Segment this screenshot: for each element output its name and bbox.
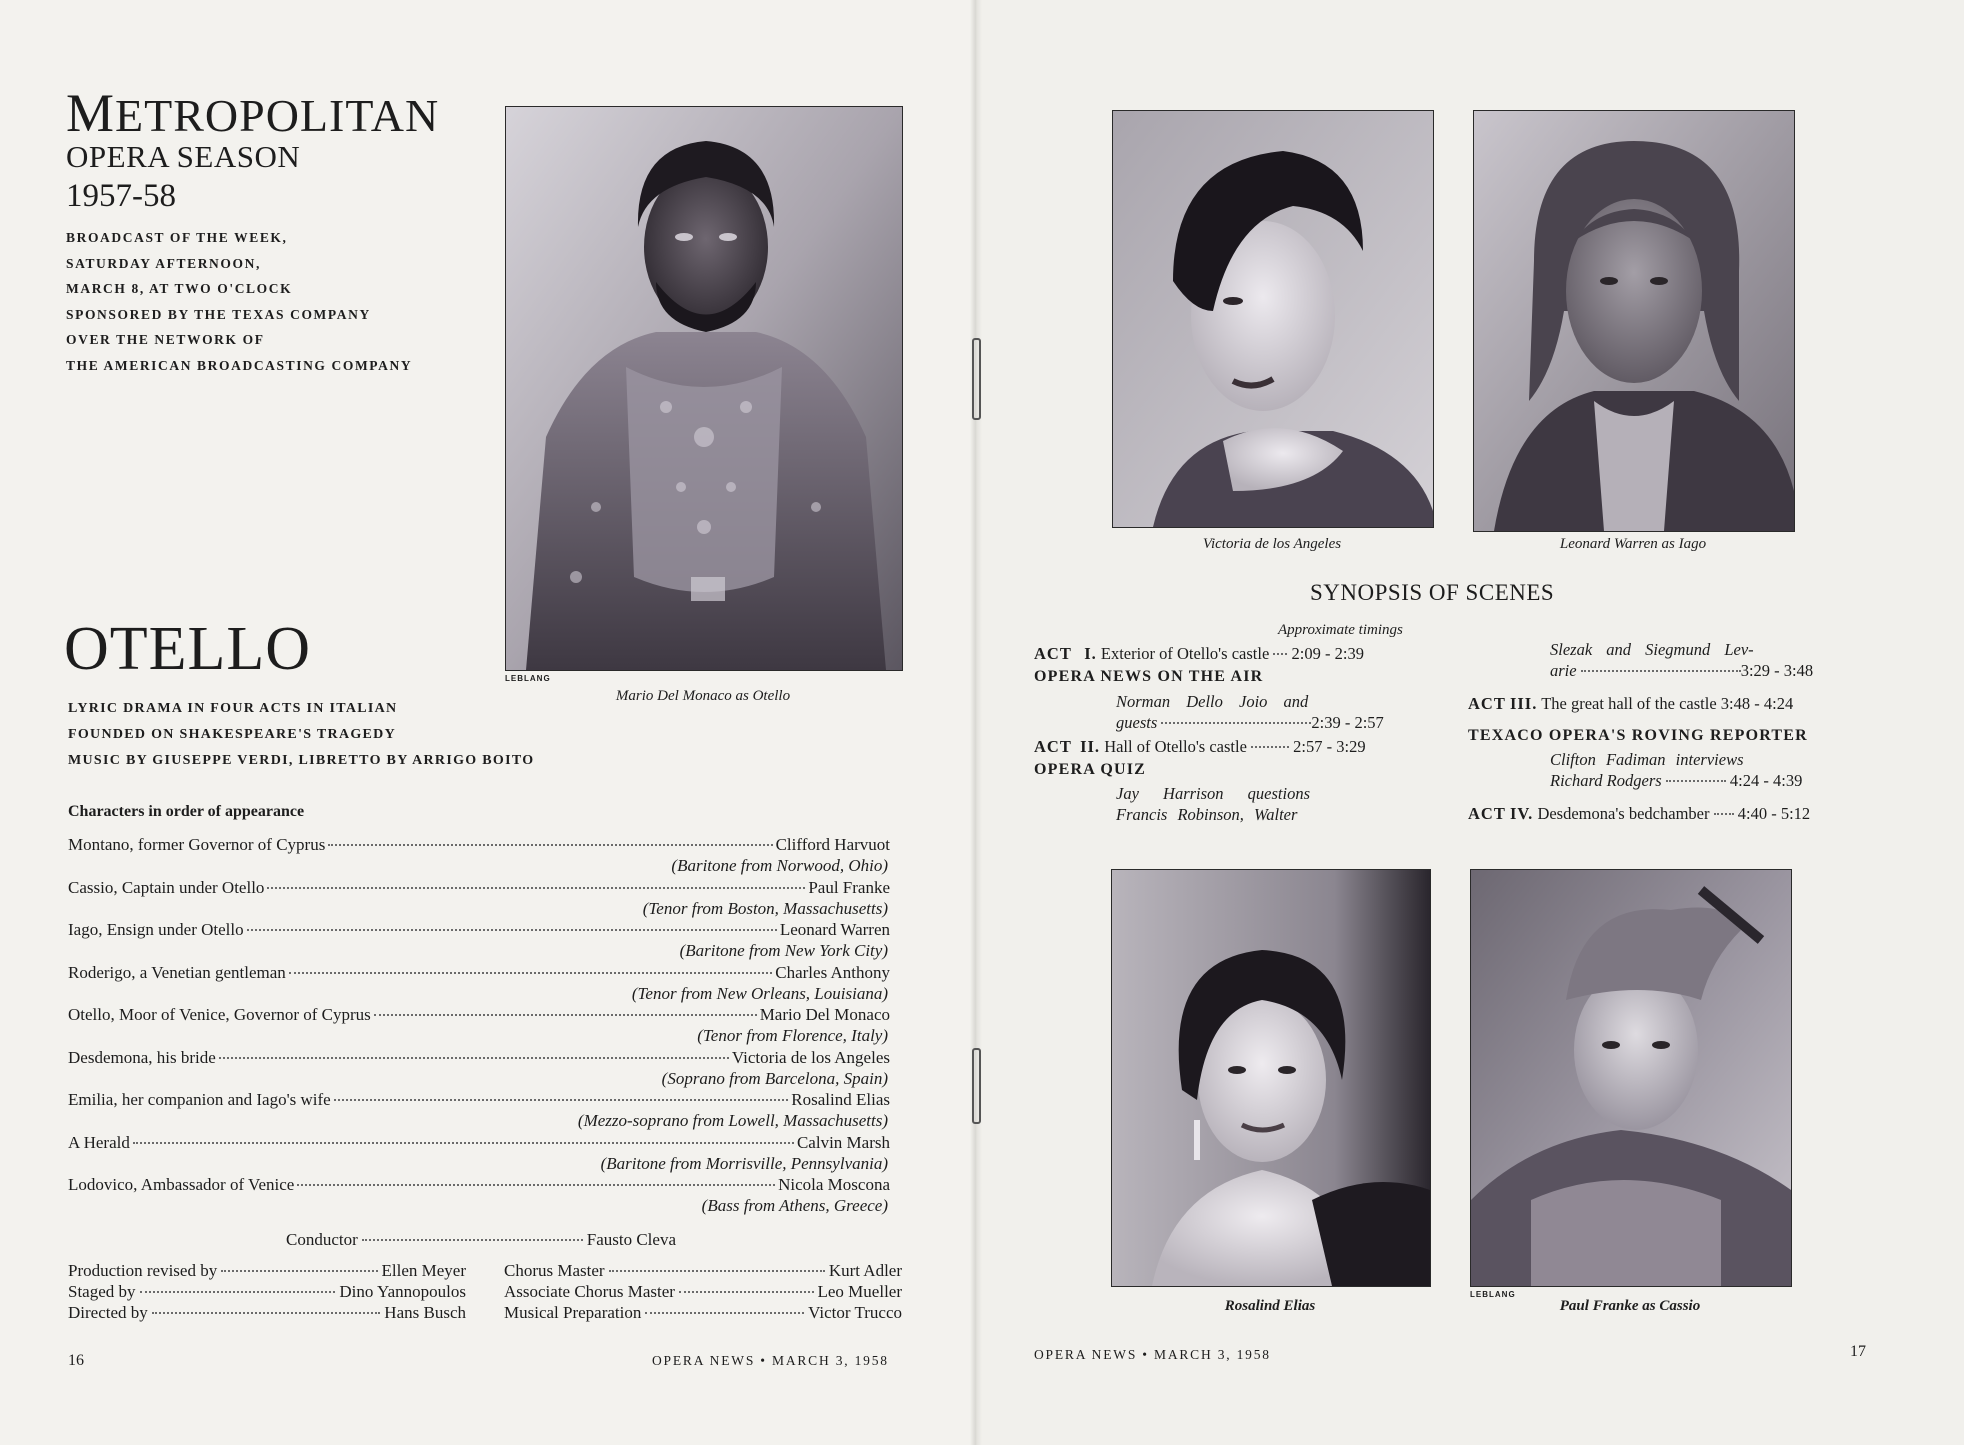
elias-photo bbox=[1111, 869, 1431, 1287]
credit-row bbox=[504, 1261, 902, 1282]
credit-name: Dino Yannopoulos bbox=[339, 1282, 466, 1301]
cast-role: Lodovico, Ambassador of Venice bbox=[68, 1175, 295, 1194]
cast-origin: (Bass from Athens, Greece) bbox=[701, 1196, 888, 1215]
cast-singer: Paul Franke bbox=[808, 877, 890, 897]
leader-dots bbox=[133, 1142, 794, 1144]
opera-line: MUSIC BY GIUSEPPE VERDI, LIBRETTO BY ARRIGO BOITO bbox=[68, 753, 535, 768]
credit-label: Production revised by bbox=[68, 1261, 218, 1280]
broadcast-line: BROADCAST OF THE WEEK, bbox=[66, 230, 288, 245]
cast-singer: Charles Anthony bbox=[775, 962, 890, 982]
credit-row bbox=[68, 1261, 466, 1282]
masthead-title: METROPOLITAN bbox=[66, 83, 440, 143]
broadcast-line: SATURDAY AFTERNOON, bbox=[66, 255, 261, 271]
leader-dots bbox=[289, 972, 772, 974]
cast-role: Desdemona, his bride bbox=[68, 1047, 216, 1067]
conductor-name: Fausto Cleva bbox=[586, 1230, 676, 1249]
page-number: 17 bbox=[1850, 1343, 1866, 1360]
right-page bbox=[976, 0, 1964, 1445]
credit-row bbox=[68, 1282, 466, 1303]
credit-row bbox=[504, 1282, 902, 1303]
leader-dots bbox=[219, 1057, 729, 1059]
timing: 2:39 - 2:57 bbox=[1311, 713, 1384, 732]
opera-description bbox=[68, 696, 534, 774]
synopsis-news-heading: OPERA NEWS ON THE AIR bbox=[1034, 668, 1264, 685]
cast-row bbox=[68, 1133, 890, 1154]
credit-label: Directed by bbox=[68, 1303, 148, 1322]
synopsis-quiz-line: Francis Robinson, Walter bbox=[1116, 805, 1298, 824]
cast-origin: (Mezzo-soprano from Lowell, Massachusetts) bbox=[577, 1111, 888, 1130]
credit-name: Kurt Adler bbox=[828, 1261, 902, 1280]
credit-name: Leo Mueller bbox=[817, 1282, 902, 1301]
warren-caption: Leonard Warren as Iago bbox=[1559, 536, 1707, 552]
page-footer: OPERA NEWS • MARCH 3, 1958 bbox=[1034, 1347, 1271, 1362]
synopsis-reporter-heading: TEXACO OPERA'S ROVING REPORTER bbox=[1468, 727, 1808, 744]
opera-title: OTELLO bbox=[64, 615, 312, 683]
leader-dots bbox=[679, 1291, 814, 1293]
page-footer: OPERA NEWS • MARCH 3, 1958 bbox=[652, 1353, 889, 1368]
synopsis-act-1: ACT I. Exterior of Otello's castle 2:09 - 2:39 bbox=[1034, 644, 1364, 663]
credit-name: Hans Busch bbox=[384, 1303, 466, 1322]
cast-role: Cassio, Captain under Otello bbox=[68, 877, 265, 897]
conductor-label: Conductor bbox=[286, 1230, 358, 1249]
cast-singer: Leonard Warren bbox=[779, 920, 890, 939]
franke-caption: Paul Franke as Cassio bbox=[1559, 1298, 1701, 1314]
cast-row bbox=[68, 920, 890, 941]
cast-origin: (Soprano from Barcelona, Spain) bbox=[661, 1068, 888, 1088]
cast-role: A Herald bbox=[68, 1132, 130, 1152]
cast-singer: Nicola Moscona bbox=[778, 1175, 890, 1194]
cast-row bbox=[68, 1048, 890, 1069]
synopsis-reporter-line: Clifton Fadiman interviews bbox=[1550, 750, 1744, 769]
page-number: 16 bbox=[68, 1352, 84, 1369]
left-page bbox=[0, 0, 976, 1445]
credit-row bbox=[504, 1303, 902, 1324]
timing: 4:24 - 4:39 bbox=[1729, 771, 1803, 790]
cast-role: Iago, Ensign under Otello bbox=[68, 920, 244, 939]
cast-origin: (Baritone from Morrisville, Pennsylvania) bbox=[600, 1153, 888, 1173]
cast-singer: Mario Del Monaco bbox=[759, 1005, 890, 1024]
cast-role: Roderigo, a Venetian gentleman bbox=[68, 962, 286, 982]
credit-label: Musical Preparation bbox=[504, 1303, 642, 1322]
cast-row bbox=[68, 878, 890, 899]
leader-dots bbox=[297, 1184, 775, 1186]
opera-line: LYRIC DRAMA IN FOUR ACTS IN ITALIAN bbox=[68, 701, 398, 716]
synopsis-title: SYNOPSIS OF SCENES bbox=[1310, 580, 1555, 605]
cast-role: Emilia, her companion and Iago's wife bbox=[68, 1090, 331, 1109]
warren-photo bbox=[1473, 110, 1795, 532]
opera-line: FOUNDED ON SHAKESPEARE'S TRAGEDY bbox=[68, 727, 396, 742]
leader-dots bbox=[267, 887, 805, 889]
cast-list bbox=[68, 835, 890, 1218]
synopsis-act-4: ACT IV. Desdemona's bedchamber 4:40 - 5:12 bbox=[1468, 804, 1811, 823]
cast-row bbox=[68, 963, 890, 984]
victoria-caption: Victoria de los Angeles bbox=[1202, 536, 1342, 552]
synopsis-quiz-line: Jay Harrison questions bbox=[1116, 784, 1310, 803]
synopsis-approx: Approximate timings bbox=[1278, 622, 1403, 638]
otello-photo bbox=[505, 106, 903, 671]
credit-label: Staged by bbox=[68, 1282, 136, 1301]
characters-heading: Characters in order of appearance bbox=[68, 803, 305, 820]
conductor-row bbox=[286, 1230, 676, 1250]
timing: 3:48 - 4:24 bbox=[1720, 694, 1794, 713]
leader-dots bbox=[609, 1270, 825, 1272]
production-credits-right bbox=[504, 1261, 902, 1324]
cast-singer: Calvin Marsh bbox=[796, 1132, 890, 1152]
photo-credit: LEBLANG bbox=[1470, 1290, 1516, 1299]
production-credits-left bbox=[68, 1261, 466, 1324]
elias-caption: Rosalind Elias bbox=[1224, 1298, 1316, 1314]
broadcast-line: THE AMERICAN BROADCASTING COMPANY bbox=[66, 357, 413, 373]
cast-singer: Victoria de los Angeles bbox=[731, 1047, 890, 1067]
cast-row bbox=[68, 835, 890, 856]
synopsis-quiz-heading: OPERA QUIZ bbox=[1034, 761, 1147, 778]
masthead-season: 1957-58 bbox=[66, 178, 176, 214]
leader-dots bbox=[221, 1270, 377, 1272]
timing: 3:29 - 3:48 bbox=[1740, 661, 1814, 680]
cast-origin: (Baritone from New York City) bbox=[679, 941, 888, 960]
credit-row bbox=[68, 1303, 466, 1324]
broadcast-line: MARCH 8, AT TWO O'CLOCK bbox=[66, 281, 293, 296]
cast-row bbox=[68, 1175, 890, 1196]
masthead-subtitle: OPERA SEASON bbox=[66, 139, 301, 174]
synopsis-act-2: ACT II. Hall of Otello's castle 2:57 - 3:29 bbox=[1034, 737, 1366, 756]
credit-name: Ellen Meyer bbox=[381, 1261, 466, 1280]
synopsis-reporter-line: Richard Rodgers 4:24 - 4:39 bbox=[1550, 771, 1803, 790]
broadcast-line: SPONSORED BY THE TEXAS COMPANY bbox=[66, 306, 371, 322]
leader-dots bbox=[247, 929, 777, 931]
synopsis-act-3: ACT III. The great hall of the castle 3:48 - 4:24 bbox=[1468, 694, 1794, 713]
staple bbox=[972, 1048, 981, 1124]
cast-origin: (Tenor from New Orleans, Louisiana) bbox=[631, 983, 888, 1003]
leader-dots bbox=[152, 1312, 381, 1314]
timing: 2:57 - 3:29 bbox=[1293, 737, 1366, 756]
synopsis-quiz-line: arie 3:29 - 3:48 bbox=[1550, 661, 1814, 680]
cast-row bbox=[68, 1090, 890, 1111]
cast-origin: (Tenor from Boston, Massachusetts) bbox=[642, 898, 888, 918]
broadcast-line: OVER THE NETWORK OF bbox=[66, 332, 265, 347]
leader-dots bbox=[645, 1312, 804, 1314]
cast-singer: Rosalind Elias bbox=[791, 1090, 890, 1109]
leader-dots bbox=[140, 1291, 336, 1293]
leader-dots bbox=[334, 1099, 789, 1101]
staple bbox=[972, 338, 981, 420]
cast-origin: (Baritone from Norwood, Ohio) bbox=[671, 856, 888, 875]
cast-origin: (Tenor from Florence, Italy) bbox=[697, 1026, 888, 1045]
cast-role: Montano, former Governor of Cyprus bbox=[68, 835, 326, 854]
synopsis-news-line: Norman Dello Joio and bbox=[1116, 692, 1309, 711]
synopsis-quiz-line: Slezak and Siegmund Lev- bbox=[1550, 640, 1754, 659]
timing: 2:09 - 2:39 bbox=[1291, 644, 1364, 663]
credit-label: Chorus Master bbox=[504, 1261, 605, 1280]
leader-dots bbox=[374, 1014, 757, 1016]
cast-singer: Clifford Harvuot bbox=[775, 835, 890, 854]
franke-photo bbox=[1470, 869, 1792, 1287]
synopsis-news-line: guests 2:39 - 2:57 bbox=[1116, 713, 1384, 732]
leader-dots bbox=[362, 1239, 583, 1241]
photo-credit: LEBLANG bbox=[505, 674, 551, 683]
timing: 4:40 - 5:12 bbox=[1737, 804, 1811, 823]
broadcast-info bbox=[66, 225, 412, 378]
credit-label: Associate Chorus Master bbox=[504, 1282, 675, 1301]
leader-dots bbox=[328, 844, 772, 846]
spine-gutter bbox=[970, 0, 982, 1445]
cast-row bbox=[68, 1005, 890, 1026]
otello-caption: Mario Del Monaco as Otello bbox=[615, 688, 791, 704]
cast-role: Otello, Moor of Venice, Governor of Cyprus bbox=[68, 1005, 371, 1024]
victoria-photo bbox=[1112, 110, 1434, 528]
credit-name: Victor Trucco bbox=[808, 1303, 902, 1322]
